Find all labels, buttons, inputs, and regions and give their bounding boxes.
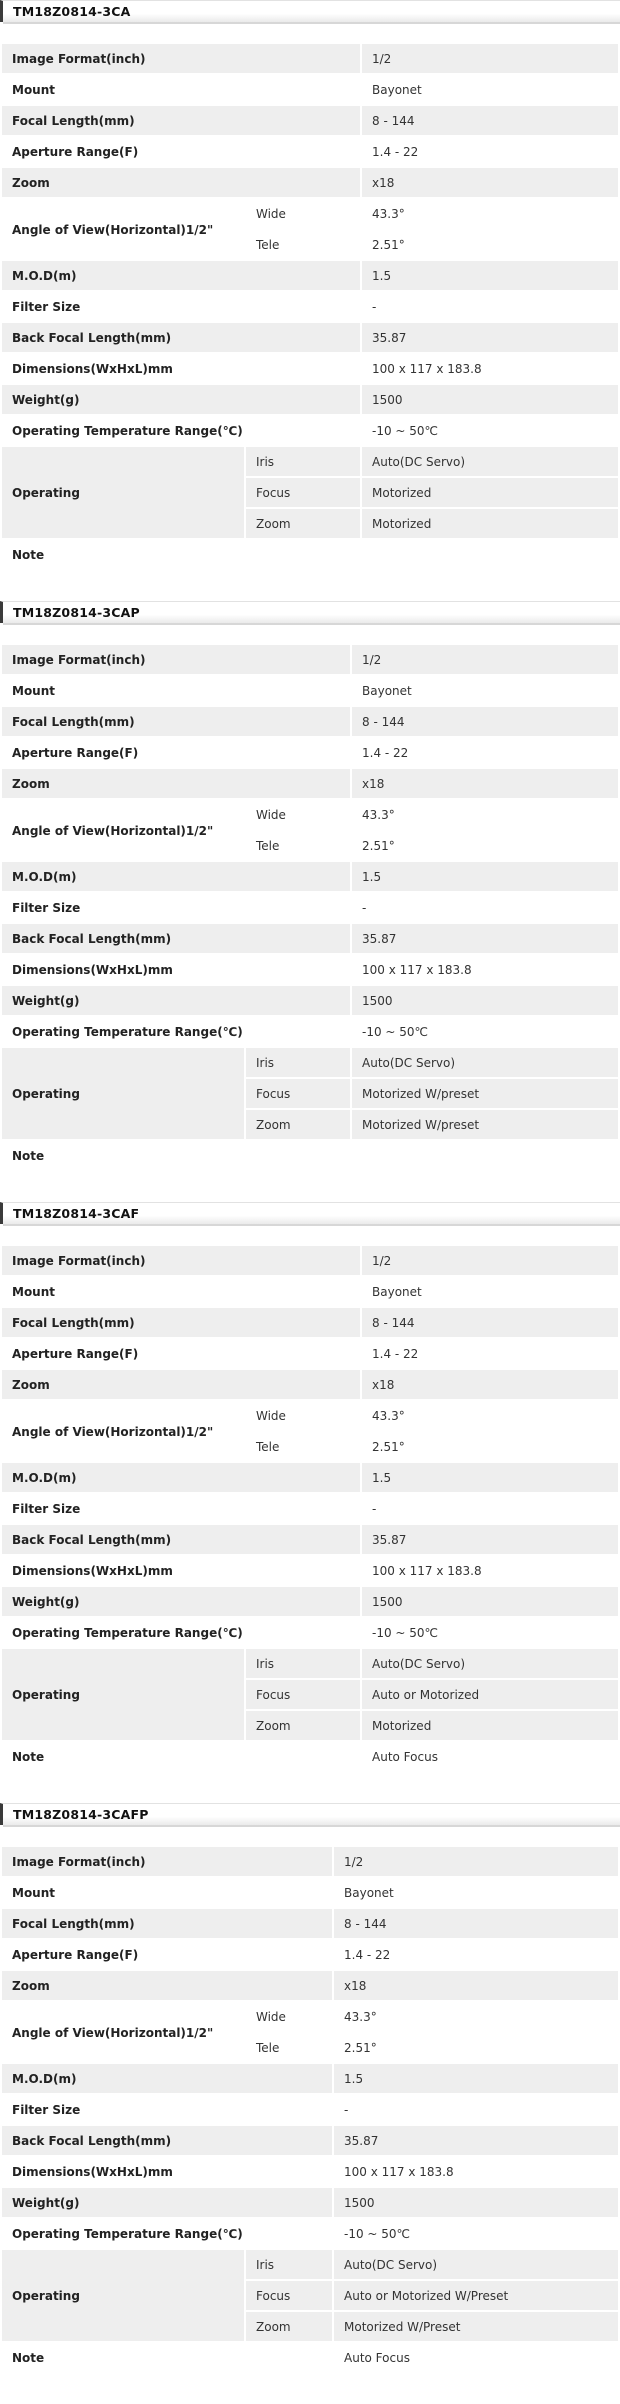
spec-value: 1.4 - 22	[344, 1948, 391, 1962]
spec-label: M.O.D(m)	[12, 870, 77, 884]
spec-row-aperture	[2, 137, 618, 168]
spec-label: Aperture Range(F)	[12, 746, 139, 760]
operating-sub-value: Motorized W/preset	[362, 1118, 480, 1132]
spec-row-image-format	[2, 645, 618, 676]
spec-value: 35.87	[372, 1533, 407, 1547]
spec-label: Note	[12, 1149, 45, 1163]
operating-sub-value: Motorized W/Preset	[344, 2320, 461, 2334]
spec-value: 1.4 - 22	[372, 145, 419, 159]
column-divider	[332, 1940, 334, 1969]
section-title	[0, 601, 620, 623]
column-divider	[332, 2002, 334, 2062]
operating-sub-value: Auto(DC Servo)	[344, 2258, 438, 2272]
column-divider	[360, 540, 362, 569]
spec-row-bfl	[2, 924, 618, 955]
spec-label: Angle of View(Horizontal)1/2"	[12, 1425, 214, 1439]
operating-sub-value: Auto or Motorized W/Preset	[344, 2289, 509, 2303]
column-divider	[332, 2219, 334, 2248]
column-divider	[350, 800, 352, 860]
column-divider	[332, 1847, 334, 1876]
spec-label: Back Focal Length(mm)	[12, 1533, 172, 1547]
column-divider	[332, 2188, 334, 2217]
operating-sub-label: Zoom	[256, 2320, 291, 2334]
column-divider	[332, 2095, 334, 2124]
angle-tele-value: 2.51°	[372, 238, 405, 252]
spec-value: -	[372, 300, 377, 314]
angle-tele-label: Tele	[256, 839, 280, 853]
spec-row-angle-of-view	[2, 199, 618, 261]
operating-label-cell	[2, 1649, 244, 1740]
spec-row-aperture	[2, 1940, 618, 1971]
column-divider	[332, 1971, 334, 2000]
column-divider	[360, 447, 362, 476]
angle-tele-value: 2.51°	[362, 839, 395, 853]
spec-label: Weight(g)	[12, 1595, 80, 1609]
spec-label: Focal Length(mm)	[12, 114, 135, 128]
spec-row-image-format	[2, 1246, 618, 1277]
spec-label: Aperture Range(F)	[12, 145, 139, 159]
operating-sub-row-zoom	[246, 1110, 618, 1141]
operating-sub-label: Focus	[256, 1087, 291, 1101]
column-divider	[360, 137, 362, 166]
operating-sub-value: Motorized	[372, 517, 432, 531]
column-divider	[350, 862, 352, 891]
column-divider	[360, 261, 362, 290]
spec-row-filter	[2, 1494, 618, 1525]
section-title	[0, 1202, 620, 1224]
spec-row-note	[2, 540, 618, 571]
spec-label: Zoom	[12, 1378, 50, 1392]
column-divider	[332, 2157, 334, 2186]
spec-label: Filter Size	[12, 1502, 81, 1516]
spec-row-filter	[2, 2095, 618, 2126]
spec-value: 1/2	[362, 653, 382, 667]
spec-value: x18	[362, 777, 385, 791]
spec-label: Image Format(inch)	[12, 1855, 146, 1869]
spec-label: Back Focal Length(mm)	[12, 2134, 172, 2148]
spec-label: Operating	[12, 2289, 80, 2303]
operating-label-cell	[2, 2250, 244, 2341]
operating-sub-value: Auto(DC Servo)	[362, 1056, 456, 1070]
column-divider	[360, 292, 362, 321]
section-title-text: TM18Z0814-3CA	[13, 4, 131, 19]
column-divider	[360, 106, 362, 135]
column-divider	[350, 1141, 352, 1170]
column-divider	[360, 75, 362, 104]
operating-sub-label: Zoom	[256, 1118, 291, 1132]
spec-row-operating	[2, 2250, 618, 2343]
spec-row-bfl	[2, 323, 618, 354]
angle-wide-value: 43.3°	[372, 1409, 405, 1423]
column-divider	[360, 1339, 362, 1368]
spec-row-focal-length	[2, 1308, 618, 1339]
spec-label: Weight(g)	[12, 393, 80, 407]
column-divider	[350, 707, 352, 736]
spec-value: 1/2	[372, 52, 392, 66]
spec-label: Angle of View(Horizontal)1/2"	[12, 223, 214, 237]
column-divider	[332, 2064, 334, 2093]
spec-label: Focal Length(mm)	[12, 1917, 135, 1931]
spec-label: Operating	[12, 1087, 80, 1101]
operating-sub-row-focus	[246, 2281, 618, 2312]
spec-label: M.O.D(m)	[12, 2072, 77, 2086]
spec-value: 1.5	[362, 870, 382, 884]
spec-value: 8 - 144	[372, 1316, 415, 1330]
operating-sub-row-zoom	[246, 1711, 618, 1742]
operating-sub-row-iris	[246, 2250, 618, 2281]
spec-row-focal-length	[2, 1909, 618, 1940]
spec-row-focal-length	[2, 707, 618, 738]
angle-wide-label: Wide	[256, 2010, 286, 2024]
spec-label: Zoom	[12, 777, 50, 791]
spec-value: 1500	[344, 2196, 375, 2210]
operating-sub-row-iris	[246, 1048, 618, 1079]
angle-wide-value: 43.3°	[344, 2010, 377, 2024]
spec-row-image-format	[2, 44, 618, 75]
spec-row-image-format	[2, 1847, 618, 1878]
spec-row-bfl	[2, 1525, 618, 1556]
column-divider	[332, 2343, 334, 2372]
section-title	[0, 1803, 620, 1825]
spec-value: 1/2	[344, 1855, 364, 1869]
spec-row-aperture	[2, 1339, 618, 1370]
angle-tele-value: 2.51°	[344, 2041, 377, 2055]
operating-sub-value: Motorized	[372, 486, 432, 500]
column-divider	[350, 645, 352, 674]
spec-row-temp	[2, 416, 618, 447]
spec-label: Weight(g)	[12, 994, 80, 1008]
column-divider	[244, 2250, 246, 2341]
column-divider	[360, 416, 362, 445]
spec-label: Zoom	[12, 1979, 50, 1993]
spec-row-dims	[2, 354, 618, 385]
operating-label-cell	[2, 447, 244, 538]
spec-row-zoom	[2, 1370, 618, 1401]
angle-tele-label: Tele	[256, 2041, 280, 2055]
column-divider	[350, 769, 352, 798]
spec-label: Dimensions(WxHxL)mm	[12, 2165, 173, 2179]
column-divider	[350, 1079, 352, 1108]
column-divider	[350, 676, 352, 705]
spec-row-mount	[2, 676, 618, 707]
spec-value: 35.87	[372, 331, 407, 345]
spec-label: Aperture Range(F)	[12, 1347, 139, 1361]
spec-value: 35.87	[344, 2134, 379, 2148]
spec-label: Operating Temperature Range(℃)	[12, 2227, 243, 2241]
column-divider	[350, 893, 352, 922]
column-divider	[360, 1401, 362, 1461]
spec-label: Note	[12, 548, 45, 562]
spec-value: 1500	[372, 393, 403, 407]
spec-row-filter	[2, 893, 618, 924]
spec-row-mod	[2, 1463, 618, 1494]
column-divider	[360, 44, 362, 73]
column-divider	[360, 1277, 362, 1306]
column-divider	[360, 385, 362, 414]
spec-value: 8 - 144	[344, 1917, 387, 1931]
spec-label: Mount	[12, 83, 56, 97]
angle-tele-value: 2.51°	[372, 1440, 405, 1454]
column-divider	[350, 1048, 352, 1077]
spec-label: Filter Size	[12, 2103, 81, 2117]
spec-label: Back Focal Length(mm)	[12, 932, 172, 946]
spec-label: Back Focal Length(mm)	[12, 331, 172, 345]
spec-label: Focal Length(mm)	[12, 1316, 135, 1330]
operating-sub-label: Focus	[256, 486, 291, 500]
spec-value: 1.4 - 22	[372, 1347, 419, 1361]
operating-sub-label: Iris	[256, 1657, 275, 1671]
spec-value: x18	[372, 1378, 395, 1392]
spec-value: Auto Focus	[372, 1750, 438, 1764]
operating-sub-label: Iris	[256, 2258, 275, 2272]
operating-sub-label: Zoom	[256, 517, 291, 531]
spec-section	[0, 1803, 620, 2404]
spec-label: Angle of View(Horizontal)1/2"	[12, 824, 214, 838]
column-divider	[332, 2281, 334, 2310]
spec-row-temp	[2, 1618, 618, 1649]
spec-value: Auto Focus	[344, 2351, 410, 2365]
spec-label: Note	[12, 2351, 45, 2365]
column-divider	[360, 509, 362, 538]
angle-tele-label: Tele	[256, 238, 280, 252]
operating-sub-row-focus	[246, 1079, 618, 1110]
column-divider	[360, 323, 362, 352]
spec-value: 100 x 117 x 183.8	[344, 2165, 454, 2179]
angle-wide-label: Wide	[256, 808, 286, 822]
column-divider	[350, 1110, 352, 1139]
operating-sub-label: Iris	[256, 1056, 275, 1070]
column-divider	[332, 2126, 334, 2155]
spec-value: 8 - 144	[362, 715, 405, 729]
spec-value: Bayonet	[362, 684, 412, 698]
operating-sub-label: Focus	[256, 1688, 291, 1702]
column-divider	[350, 1017, 352, 1046]
spec-row-weight	[2, 2188, 618, 2219]
column-divider	[360, 1618, 362, 1647]
operating-label-cell	[2, 1048, 244, 1139]
spec-row-mod	[2, 261, 618, 292]
spec-row-weight	[2, 1587, 618, 1618]
operating-sub-label: Focus	[256, 2289, 291, 2303]
spec-row-operating	[2, 1649, 618, 1742]
spec-row-aperture	[2, 738, 618, 769]
spec-label: Image Format(inch)	[12, 653, 146, 667]
operating-sub-value: Motorized	[372, 1719, 432, 1733]
spec-row-mount	[2, 1878, 618, 1909]
spec-value: -10 ~ 50℃	[372, 1626, 439, 1640]
spec-row-temp	[2, 2219, 618, 2250]
section-title-text: TM18Z0814-3CAF	[13, 1206, 140, 1221]
column-divider	[360, 1742, 362, 1771]
spec-value: x18	[372, 176, 395, 190]
spec-label: Dimensions(WxHxL)mm	[12, 1564, 173, 1578]
spec-label: Weight(g)	[12, 2196, 80, 2210]
spec-label: Dimensions(WxHxL)mm	[12, 362, 173, 376]
spec-value: 100 x 117 x 183.8	[372, 362, 482, 376]
spec-row-zoom	[2, 1971, 618, 2002]
angle-wide-label: Wide	[256, 207, 286, 221]
operating-sub-row-zoom	[246, 509, 618, 540]
spec-label: Focal Length(mm)	[12, 715, 135, 729]
spec-label: Mount	[12, 684, 56, 698]
spec-label: Operating	[12, 1688, 80, 1702]
column-divider	[360, 168, 362, 197]
spec-label: Angle of View(Horizontal)1/2"	[12, 2026, 214, 2040]
spec-value: -	[372, 1502, 377, 1516]
spec-value: Bayonet	[344, 1886, 394, 1900]
column-divider	[332, 1909, 334, 1938]
spec-row-operating	[2, 447, 618, 540]
spec-label: Dimensions(WxHxL)mm	[12, 963, 173, 977]
operating-sub-row-zoom	[246, 2312, 618, 2343]
column-divider	[350, 955, 352, 984]
spec-row-filter	[2, 292, 618, 323]
column-divider	[360, 199, 362, 259]
angle-wide-value: 43.3°	[362, 808, 395, 822]
column-divider	[350, 986, 352, 1015]
column-divider	[360, 1494, 362, 1523]
spec-row-mount	[2, 1277, 618, 1308]
operating-sub-row-focus	[246, 1680, 618, 1711]
spec-row-note	[2, 1141, 618, 1172]
spec-label: Operating Temperature Range(℃)	[12, 1025, 243, 1039]
column-divider	[360, 1587, 362, 1616]
spec-row-bfl	[2, 2126, 618, 2157]
spec-row-dims	[2, 955, 618, 986]
column-divider	[360, 1556, 362, 1585]
column-divider	[360, 1308, 362, 1337]
operating-sub-label: Iris	[256, 455, 275, 469]
spec-label: Image Format(inch)	[12, 1254, 146, 1268]
column-divider	[360, 1463, 362, 1492]
column-divider	[244, 447, 246, 538]
angle-wide-label: Wide	[256, 1409, 286, 1423]
spec-label: Zoom	[12, 176, 50, 190]
angle-wide-value: 43.3°	[372, 207, 405, 221]
spec-value: Bayonet	[372, 1285, 422, 1299]
spec-section	[0, 0, 620, 601]
spec-label: Operating Temperature Range(℃)	[12, 424, 243, 438]
column-divider	[332, 2250, 334, 2279]
column-divider	[350, 738, 352, 767]
spec-row-zoom	[2, 168, 618, 199]
spec-row-weight	[2, 385, 618, 416]
column-divider	[350, 924, 352, 953]
spec-value: 1500	[372, 1595, 403, 1609]
spec-row-angle-of-view	[2, 2002, 618, 2064]
spec-row-note	[2, 2343, 618, 2374]
operating-sub-value: Auto or Motorized	[372, 1688, 480, 1702]
spec-label: Aperture Range(F)	[12, 1948, 139, 1962]
spec-row-mod	[2, 862, 618, 893]
column-divider	[360, 478, 362, 507]
spec-section	[0, 601, 620, 1202]
operating-sub-row-focus	[246, 478, 618, 509]
spec-value: 100 x 117 x 183.8	[372, 1564, 482, 1578]
spec-label: Image Format(inch)	[12, 52, 146, 66]
column-divider	[332, 1878, 334, 1907]
spec-row-dims	[2, 1556, 618, 1587]
spec-label: Filter Size	[12, 901, 81, 915]
operating-sub-row-iris	[246, 447, 618, 478]
operating-sub-row-iris	[246, 1649, 618, 1680]
spec-label: Note	[12, 1750, 45, 1764]
spec-label: Filter Size	[12, 300, 81, 314]
spec-row-zoom	[2, 769, 618, 800]
column-divider	[360, 1711, 362, 1740]
spec-row-operating	[2, 1048, 618, 1141]
column-divider	[360, 1246, 362, 1275]
spec-value: 1.5	[372, 269, 392, 283]
column-divider	[360, 1649, 362, 1678]
spec-row-focal-length	[2, 106, 618, 137]
spec-row-weight	[2, 986, 618, 1017]
spec-label: Operating Temperature Range(℃)	[12, 1626, 243, 1640]
spec-value: 8 - 144	[372, 114, 415, 128]
spec-label: Mount	[12, 1886, 56, 1900]
spec-value: 1500	[362, 994, 393, 1008]
spec-value: 1/2	[372, 1254, 392, 1268]
spec-value: -10 ~ 50℃	[372, 424, 439, 438]
spec-value: -	[362, 901, 367, 915]
spec-section	[0, 1202, 620, 1803]
spec-value: 1.5	[344, 2072, 364, 2086]
section-title-text: TM18Z0814-3CAP	[13, 605, 140, 620]
column-divider	[360, 354, 362, 383]
column-divider	[360, 1680, 362, 1709]
section-title-text: TM18Z0814-3CAFP	[13, 1807, 149, 1822]
spec-value: 35.87	[362, 932, 397, 946]
spec-value: 1.5	[372, 1471, 392, 1485]
spec-value: -10 ~ 50℃	[344, 2227, 411, 2241]
spec-label: Mount	[12, 1285, 56, 1299]
column-divider	[360, 1370, 362, 1399]
spec-value: -	[344, 2103, 349, 2117]
spec-value: 1.4 - 22	[362, 746, 409, 760]
spec-label: M.O.D(m)	[12, 1471, 77, 1485]
spec-row-mount	[2, 75, 618, 106]
spec-row-temp	[2, 1017, 618, 1048]
spec-label: M.O.D(m)	[12, 269, 77, 283]
column-divider	[360, 1525, 362, 1554]
operating-sub-value: Auto(DC Servo)	[372, 1657, 466, 1671]
operating-sub-label: Zoom	[256, 1719, 291, 1733]
spec-value: 100 x 117 x 183.8	[362, 963, 472, 977]
spec-row-angle-of-view	[2, 1401, 618, 1463]
spec-row-note	[2, 1742, 618, 1773]
spec-row-mod	[2, 2064, 618, 2095]
column-divider	[244, 1048, 246, 1139]
column-divider	[332, 2312, 334, 2341]
operating-sub-value: Motorized W/preset	[362, 1087, 480, 1101]
operating-sub-value: Auto(DC Servo)	[372, 455, 466, 469]
section-title	[0, 0, 620, 22]
spec-value: Bayonet	[372, 83, 422, 97]
spec-row-dims	[2, 2157, 618, 2188]
spec-row-angle-of-view	[2, 800, 618, 862]
spec-label: Operating	[12, 486, 80, 500]
column-divider	[244, 1649, 246, 1740]
spec-value: x18	[344, 1979, 367, 1993]
spec-value: -10 ~ 50℃	[362, 1025, 429, 1039]
angle-tele-label: Tele	[256, 1440, 280, 1454]
